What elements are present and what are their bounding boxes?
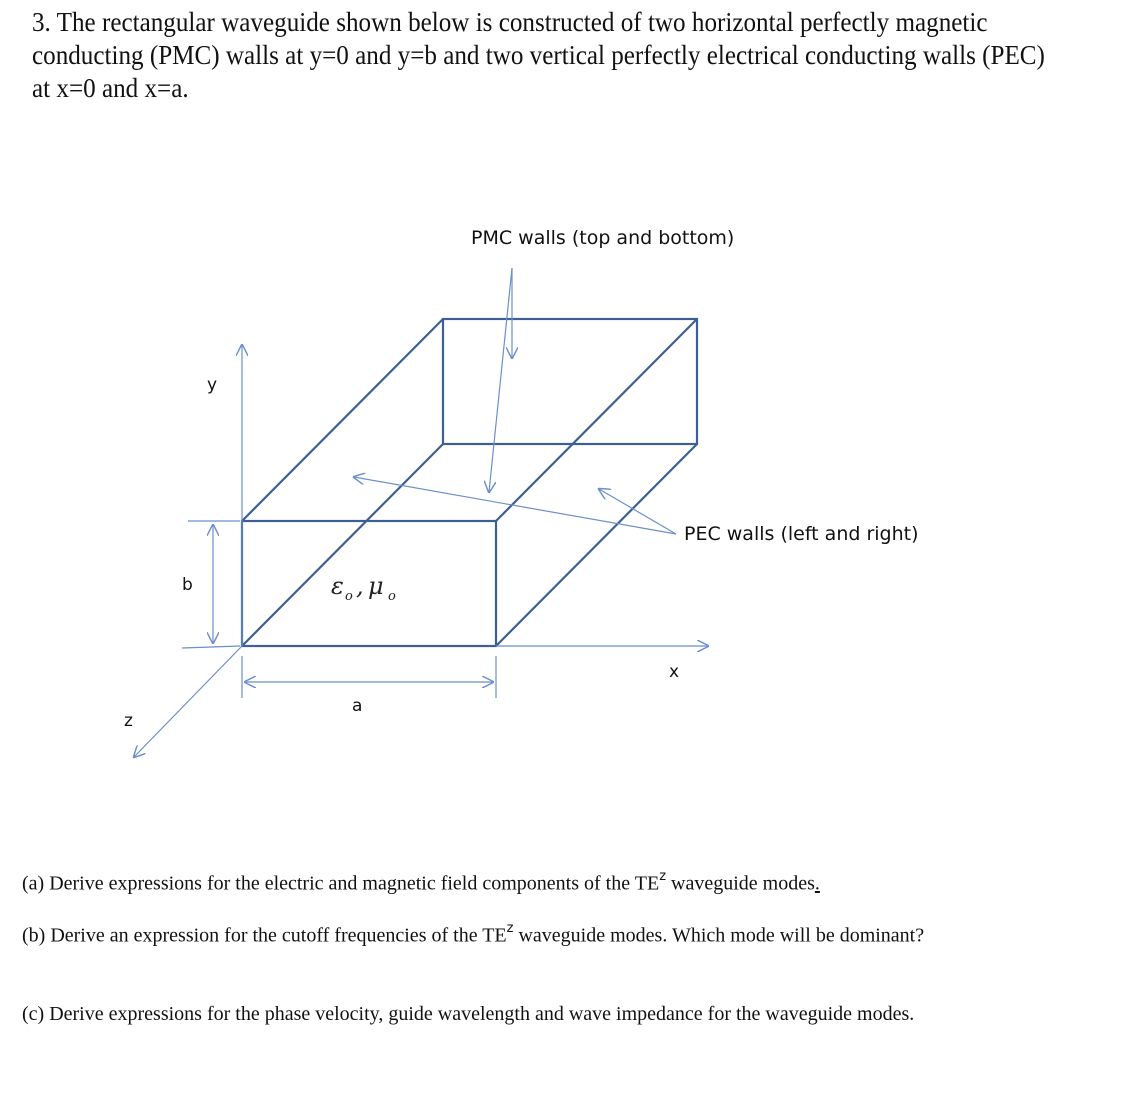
svg-text:o: o: [345, 589, 353, 604]
medium-label: [331, 572, 396, 604]
superscript-z: z: [506, 921, 514, 936]
z-axis: [134, 646, 242, 757]
question-a: (a) Derive expressions for the electric and magnetic field components of the $TE^z$ waveguide modes.: [22, 869, 820, 895]
problem-statement: [32, 6, 1046, 105]
z-axis-label: z: [124, 711, 133, 731]
x-axis-label: x: [669, 662, 680, 682]
dimension-b-label: b: [182, 575, 193, 595]
y-axis-label: y: [207, 375, 218, 395]
dimension-a-label: a: [352, 696, 363, 716]
question-c: (c) Derive expressions for the phase velocity, guide wavelength and wave impedance for the waveguide modes.: [22, 1003, 915, 1025]
svg-text:ε: ε: [331, 572, 344, 600]
svg-text:,: ,: [356, 572, 364, 600]
waveguide-outline: [242, 319, 697, 646]
problem-text: The rectangular waveguide shown below is constructed of two horizontal perfectly magnetic conducting (PMC) walls at y=0 and y=b and two vertical perfectly electrical conducting walls (PEC) at x=0 and x=a.: [32, 7, 1045, 103]
question-b: (b) Derive an expression for the cutoff frequencies of the $TE^z$ waveguide modes. Which mode will be dominant?: [22, 921, 925, 947]
superscript-z: z: [659, 869, 667, 884]
pmc-label: PMC walls (top and bottom): [471, 227, 735, 249]
svg-text:μ: μ: [368, 572, 384, 600]
back-face: [443, 319, 697, 444]
problem-number: 3.: [32, 7, 51, 37]
pmc-pointer-bottom: [489, 268, 512, 492]
waveguide-diagram: [0, 200, 1139, 800]
pec-label: PEC walls (left and right): [684, 523, 919, 545]
svg-text:o: o: [388, 589, 396, 604]
